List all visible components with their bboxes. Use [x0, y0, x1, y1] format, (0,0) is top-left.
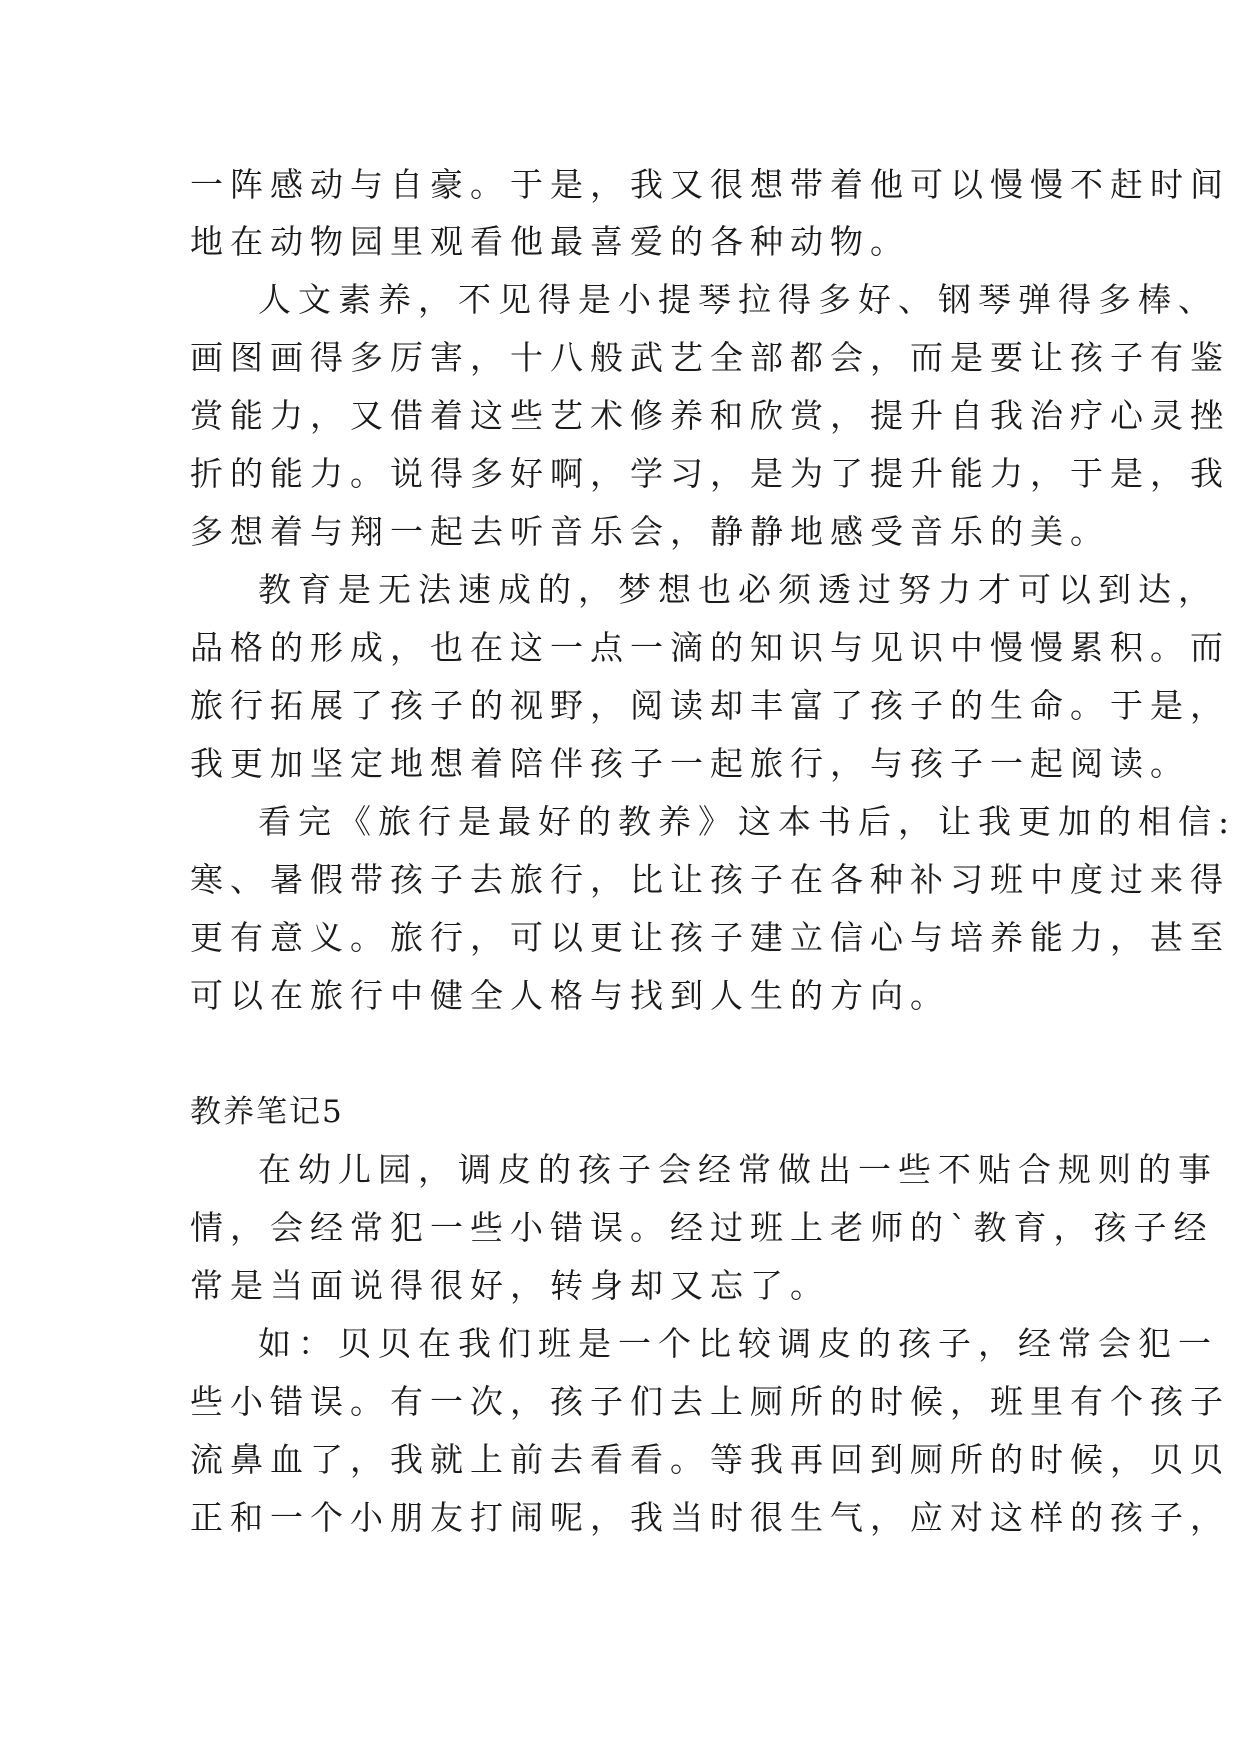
text-line: 我更加坚定地想着陪伴孩子一起旅行，与孩子一起阅读。	[190, 744, 1190, 783]
text-line: 折的能力。说得多好啊，学习，是为了提升能力，于是，我	[190, 454, 1230, 493]
text-line: 地在动物园里观看他最喜爱的各种动物。	[190, 222, 910, 261]
text-line: 品格的形成，也在这一点一滴的知识与见识中慢慢累积。而	[190, 628, 1230, 667]
text-line: 画图画得多厉害，十八般武艺全部都会，而是要让孩子有鉴	[190, 338, 1230, 377]
text-line: 如：贝贝在我们班是一个比较调皮的孩子，经常会犯一	[258, 1324, 1218, 1363]
text-line: 旅行拓展了孩子的视野，阅读却丰富了孩子的生命。于是，	[190, 686, 1230, 725]
text-line: 寒、暑假带孩子去旅行，比让孩子在各种补习班中度过来得	[190, 860, 1230, 899]
text-line: 多想着与翔一起去听音乐会，静静地感受音乐的美。	[190, 512, 1110, 551]
text-line: 在幼儿园，调皮的孩子会经常做出一些不贴合规则的事	[258, 1150, 1218, 1189]
text-line: 教育是无法速成的，梦想也必须透过努力才可以到达，	[258, 570, 1218, 609]
text-line: 正和一个小朋友打闹呢，我当时很生气，应对这样的孩子，	[190, 1498, 1230, 1537]
text-line: 看完《旅行是最好的教养》这本书后，让我更加的相信:	[258, 802, 1237, 841]
text-line: 人文素养，不见得是小提琴拉得多好、钢琴弹得多棒、	[258, 280, 1218, 319]
text-line: 赏能力，又借着这些艺术修养和欣赏，提升自我治疗心灵挫	[190, 396, 1230, 435]
text-line: 流鼻血了，我就上前去看看。等我再回到厕所的时候，贝贝	[190, 1440, 1230, 1479]
text-line: 更有意义。旅行，可以更让孩子建立信心与培养能力，甚至	[190, 918, 1230, 957]
text-line: 可以在旅行中健全人格与找到人生的方向。	[190, 976, 950, 1015]
text-line: 情，会经常犯一些小错误。经过班上老师的`教育，孩子经	[190, 1208, 1214, 1247]
text-line: 常是当面说得很好，转身却又忘了。	[190, 1266, 830, 1305]
section-heading: 教养笔记5	[190, 1094, 344, 1130]
text-line: 一阵感动与自豪。于是，我又很想带着他可以慢慢不赶时间	[190, 165, 1230, 204]
text-line: 些小错误。有一次，孩子们去上厕所的时候，班里有个孩子	[190, 1382, 1230, 1421]
